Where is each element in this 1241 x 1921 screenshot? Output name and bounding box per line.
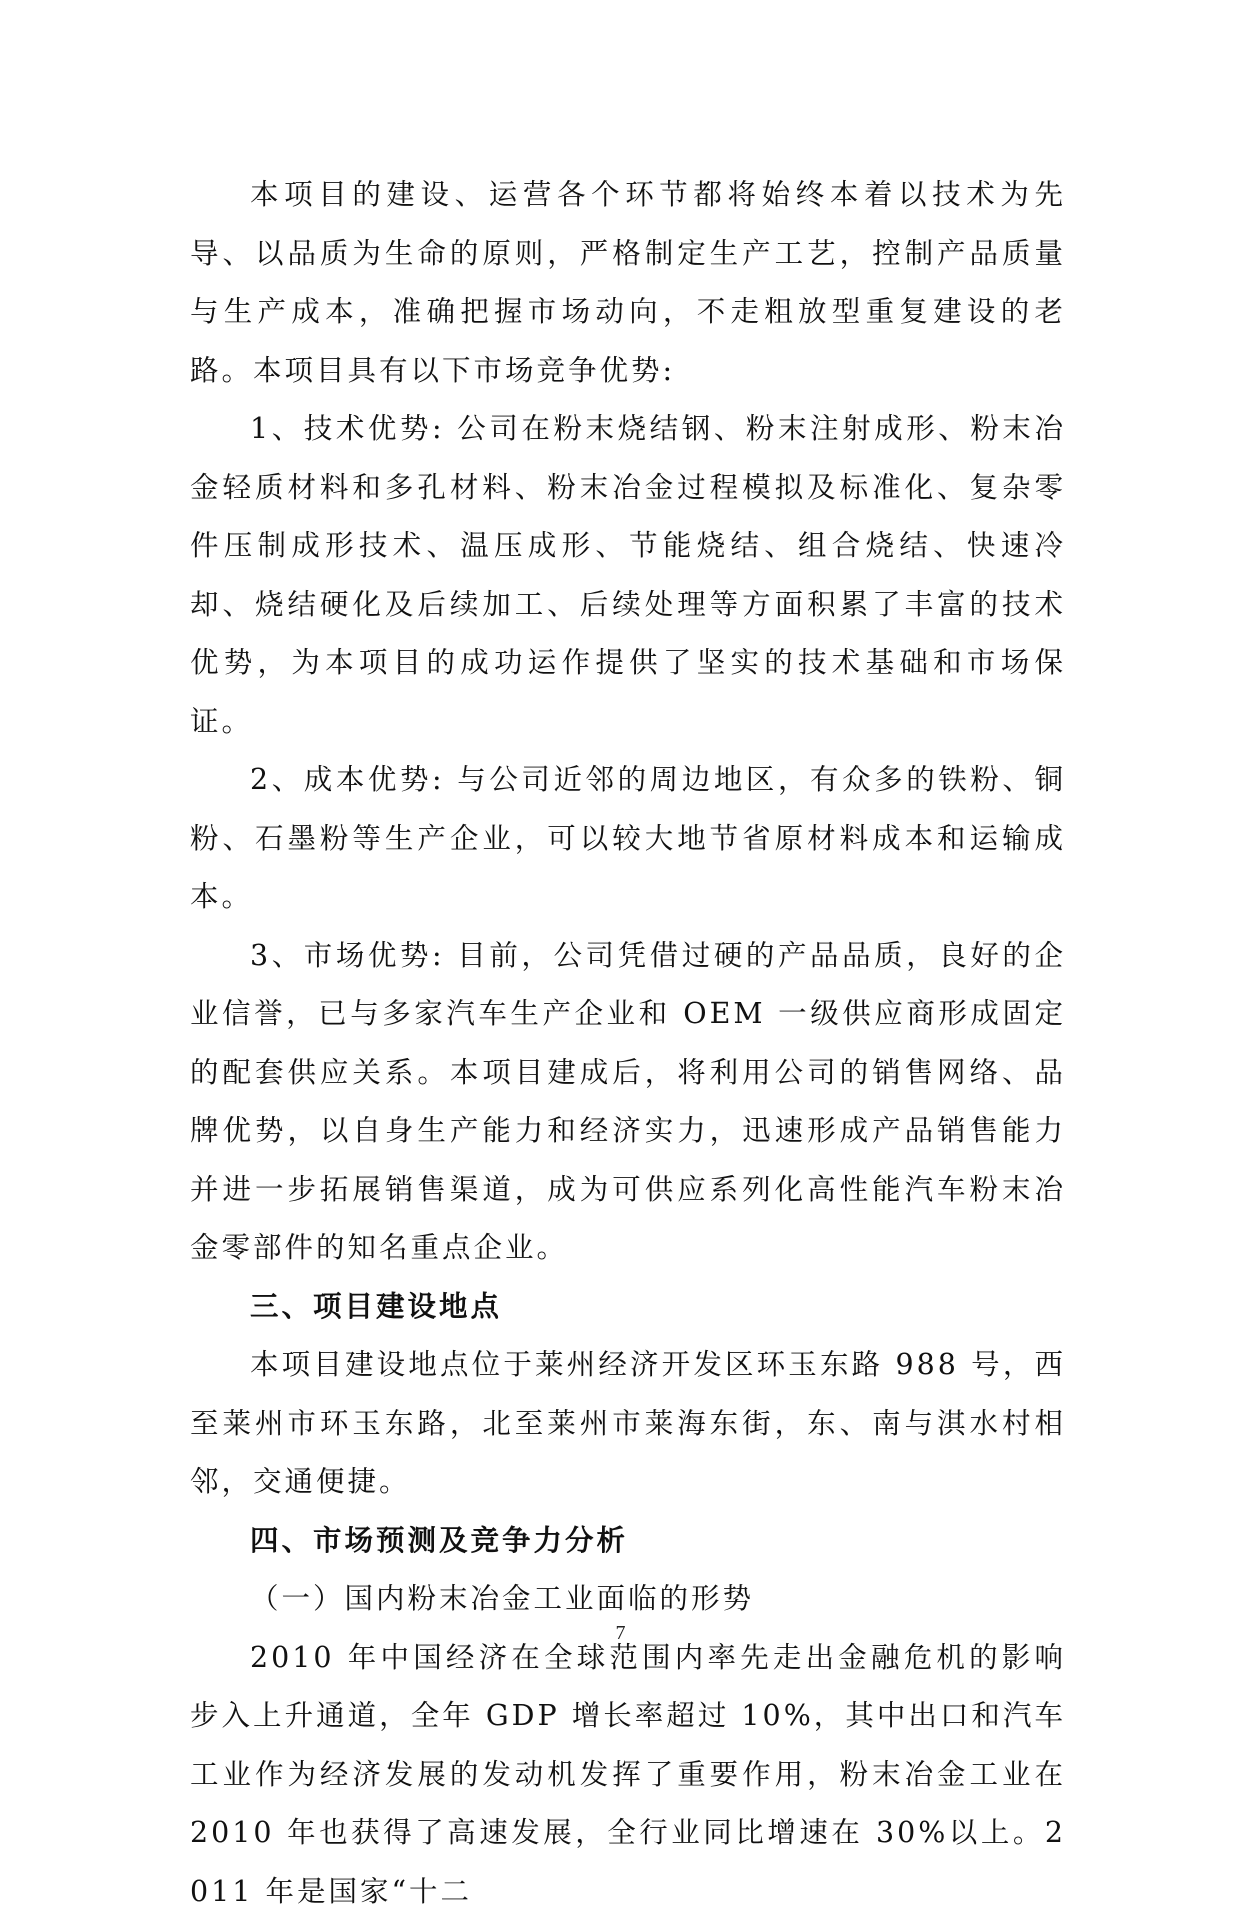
- paragraph-market-situation: 2010 年中国经济在全球范围内率先走出金融危机的影响步入上升通道，全年 GDP 增长率超过 10%，其中出口和汽车工业作为经济发展的发动机发挥了重要作用，粉末冶金工业在 2010 年也获得了高速发展，全行业同比增速在 30%以上。2011 年是国家“十二: [190, 1629, 1066, 1921]
- paragraph-market-advantage: 3、市场优势: 目前，公司凭借过硬的产品品质，良好的企业信誉，已与多家汽车生产企业和 OEM 一级供应商形成固定的配套供应关系。本项目建成后，将利用公司的销售网络、品牌优势，以自身生产能力和经济实力，迅速形成产品销售能力并进一步拓展销售渠道，成为可供应系列化高性能汽车粉末冶金零部件的知名重点企业。: [190, 927, 1066, 1278]
- paragraph-technical-advantage: 1、技术优势: 公司在粉末烧结钢、粉末注射成形、粉末冶金轻质材料和多孔材料、粉末冶金过程模拟及标准化、复杂零件压制成形技术、温压成形、节能烧结、组合烧结、快速冷却、烧结硬化及后续加工、后续处理等方面积累了丰富的技术优势，为本项目的成功运作提供了坚实的技术基础和市场保证。: [190, 400, 1066, 751]
- section-heading-project-location: 三、项目建设地点: [190, 1278, 1066, 1337]
- paragraph-intro: 本项目的建设、运营各个环节都将始终本着以技术为先导、以品质为生命的原则，严格制定生产工艺，控制产品质量与生产成本，准确把握市场动向，不走粗放型重复建设的老路。本项目具有以下市场竞争优势:: [190, 166, 1066, 400]
- page-number: 7: [0, 1622, 1241, 1645]
- section-heading-market-forecast: 四、市场预测及竞争力分析: [190, 1512, 1066, 1571]
- paragraph-cost-advantage: 2、成本优势: 与公司近邻的周边地区，有众多的铁粉、铜粉、石墨粉等生产企业，可以较大地节省原材料成本和运输成本。: [190, 751, 1066, 927]
- page-body: [190, 166, 1066, 1921]
- paragraph-project-location: 本项目建设地点位于莱州经济开发区环玉东路 988 号，西至莱州市环玉东路，北至莱州市莱海东街，东、南与淇水村相邻，交通便捷。: [190, 1336, 1066, 1512]
- subsection-heading-domestic-situation: （一）国内粉末冶金工业面临的形势: [190, 1570, 1066, 1629]
